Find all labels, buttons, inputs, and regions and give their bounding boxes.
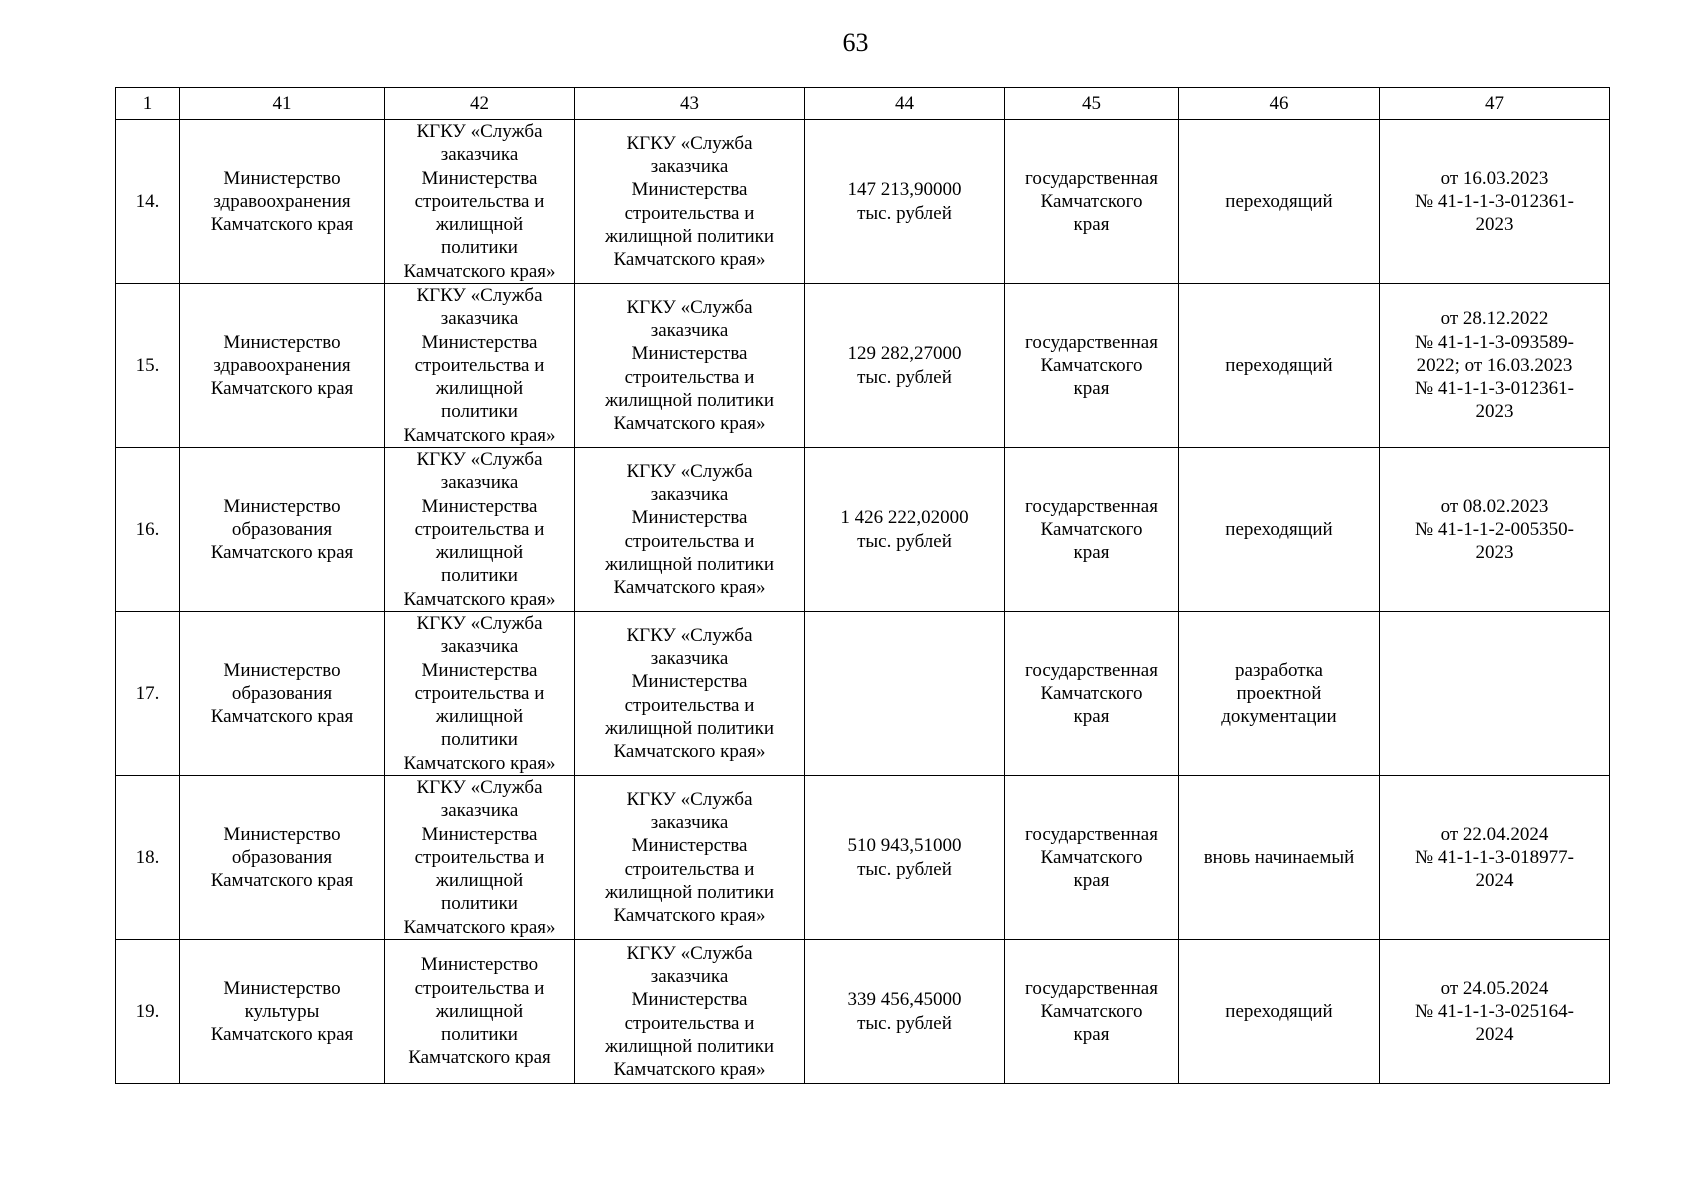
cell-ownership: государственная Камчатского края (1005, 612, 1179, 776)
row-number: 18. (116, 776, 180, 940)
header-cell-41: 41 (180, 88, 385, 120)
cell-cost: 339 456,45000 тыс. рублей (805, 940, 1005, 1084)
cell-status: переходящий (1179, 940, 1380, 1084)
row-number: 14. (116, 120, 180, 284)
cell-expertise: от 08.02.2023 № 41-1-1-2-005350- 2023 (1380, 448, 1610, 612)
cell-status: переходящий (1179, 120, 1380, 284)
cell-ministry: Министерство образования Камчатского края (180, 612, 385, 776)
cell-cost: 1 426 222,02000 тыс. рублей (805, 448, 1005, 612)
cell-expertise: от 28.12.2022 № 41-1-1-3-093589- 2022; от 16.03.2023 № 41-1-1-3-012361- 2023 (1380, 284, 1610, 448)
cell-ownership: государственная Камчатского края (1005, 940, 1179, 1084)
cell-status: разработка проектной документации (1179, 612, 1380, 776)
cell-ownership: государственная Камчатского края (1005, 284, 1179, 448)
cell-expertise (1380, 612, 1610, 776)
cell-customer: КГКУ «Служба заказчика Министерства строительства и жилищной политики Камчатского края» (385, 284, 575, 448)
cell-expertise: от 16.03.2023 № 41-1-1-3-012361- 2023 (1380, 120, 1610, 284)
cell-cost: 147 213,90000 тыс. рублей (805, 120, 1005, 284)
header-cell-44: 44 (805, 88, 1005, 120)
page-number: 63 (842, 28, 869, 57)
cell-status: переходящий (1179, 448, 1380, 612)
cell-developer: КГКУ «Служба заказчика Министерства строительства и жилищной политики Камчатского края» (575, 448, 805, 612)
header-row (116, 88, 1610, 120)
row-number: 16. (116, 448, 180, 612)
table-row (116, 284, 1610, 448)
cell-customer: КГКУ «Служба заказчика Министерства строительства и жилищной политики Камчатского края» (385, 448, 575, 612)
cell-developer: КГКУ «Служба заказчика Министерства строительства и жилищной политики Камчатского края» (575, 776, 805, 940)
cell-ministry: Министерство здравоохранения Камчатского края (180, 120, 385, 284)
cell-cost: 510 943,51000 тыс. рублей (805, 776, 1005, 940)
cell-ownership: государственная Камчатского края (1005, 448, 1179, 612)
cell-customer: КГКУ «Служба заказчика Министерства строительства и жилищной политики Камчатского края» (385, 120, 575, 284)
cell-status: вновь начинаемый (1179, 776, 1380, 940)
cell-cost (805, 612, 1005, 776)
cell-ministry: Министерство образования Камчатского края (180, 776, 385, 940)
header-cell-43: 43 (575, 88, 805, 120)
table-row (116, 448, 1610, 612)
table-row (116, 120, 1610, 284)
row-number: 15. (116, 284, 180, 448)
header-cell-num: 1 (116, 88, 180, 120)
cell-cost: 129 282,27000 тыс. рублей (805, 284, 1005, 448)
cell-developer: КГКУ «Служба заказчика Министерства строительства и жилищной политики Камчатского края» (575, 120, 805, 284)
table-row (116, 940, 1610, 1084)
cell-developer: КГКУ «Служба заказчика Министерства строительства и жилищной политики Камчатского края» (575, 284, 805, 448)
cell-customer: Министерство строительства и жилищной политики Камчатского края (385, 940, 575, 1084)
header-cell-45: 45 (1005, 88, 1179, 120)
cell-ownership: государственная Камчатского края (1005, 120, 1179, 284)
row-number: 17. (116, 612, 180, 776)
table-row (116, 776, 1610, 940)
header-cell-42: 42 (385, 88, 575, 120)
cell-customer: КГКУ «Служба заказчика Министерства строительства и жилищной политики Камчатского края» (385, 776, 575, 940)
cell-developer: КГКУ «Служба заказчика Министерства строительства и жилищной политики Камчатского края» (575, 612, 805, 776)
cell-status: переходящий (1179, 284, 1380, 448)
cell-ministry: Министерство культуры Камчатского края (180, 940, 385, 1084)
cell-customer: КГКУ «Служба заказчика Министерства строительства и жилищной политики Камчатского края» (385, 612, 575, 776)
cell-ministry: Министерство здравоохранения Камчатского края (180, 284, 385, 448)
cell-ownership: государственная Камчатского края (1005, 776, 1179, 940)
cell-ministry: Министерство образования Камчатского края (180, 448, 385, 612)
cell-expertise: от 24.05.2024 № 41-1-1-3-025164- 2024 (1380, 940, 1610, 1084)
header-cell-46: 46 (1179, 88, 1380, 120)
header-cell-47: 47 (1380, 88, 1610, 120)
cell-developer: КГКУ «Служба заказчика Министерства строительства и жилищной политики Камчатского края» (575, 940, 805, 1084)
row-number: 19. (116, 940, 180, 1084)
cell-expertise: от 22.04.2024 № 41-1-1-3-018977- 2024 (1380, 776, 1610, 940)
table-row (116, 612, 1610, 776)
data-table (115, 87, 1610, 1084)
